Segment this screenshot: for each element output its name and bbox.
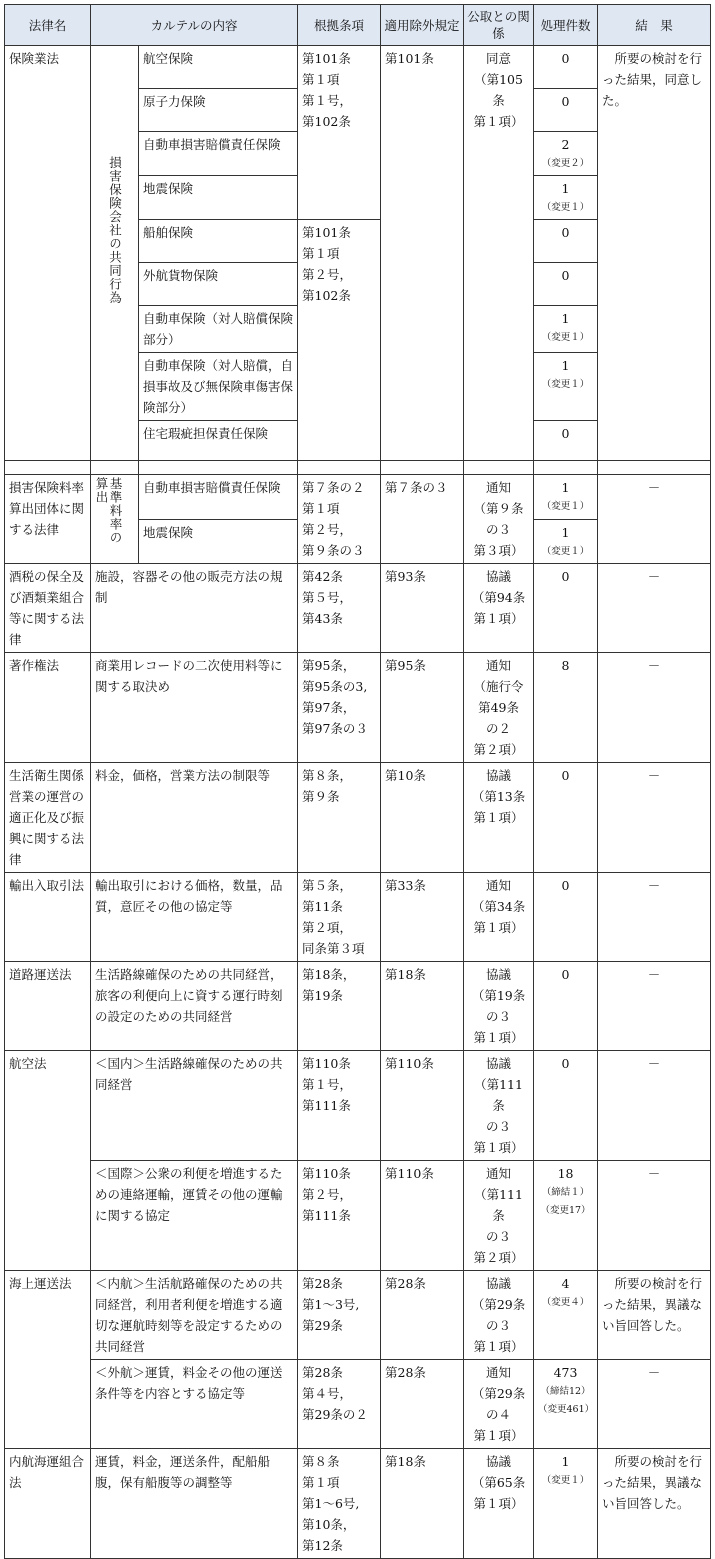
basis-cell: 第18条， 第19条 (298, 962, 381, 1051)
content-cell: 運賃，料金，運送条件，配船船腹，保有船腹等の調整等 (91, 1449, 298, 1559)
result-cell: － (598, 873, 711, 962)
content-cell: ＜国際＞公衆の利便を増進するための連絡運輸，運賃その他の運輸に関する協定 (91, 1161, 298, 1271)
result-cell: － (598, 653, 711, 763)
count-cell: 0 (534, 89, 598, 132)
count-cell: 1 （変更１） (534, 519, 598, 564)
relation-cell: 通知 （施行令 第49条 の２ 第２項） (464, 653, 534, 763)
law-name: 輸出入取引法 (5, 873, 91, 962)
content-cell: 輸出取引における価格，数量，品質，意匠その他の協定等 (91, 873, 298, 962)
law-name: 内航海運組合法 (5, 1449, 91, 1559)
table-row (5, 763, 711, 873)
header-row (5, 5, 711, 46)
law-name: 生活衛生関係営業の運営の適正化及び振興に関する法律 (5, 763, 91, 873)
exempt-cell: 第93条 (381, 564, 464, 653)
table-row (5, 1449, 711, 1559)
relation-cell: 通知 （第９条 の３ 第３項） (464, 475, 534, 564)
item-name: 地震保険 (139, 176, 298, 220)
relation-cell: 同意 （第105条 第１項） (464, 46, 534, 461)
content-cell: 商業用レコードの二次使用料等に関する取決め (91, 653, 298, 763)
count-cell: 0 (534, 46, 598, 89)
cartel-table (4, 4, 711, 1559)
group-label: 算出基準料率の (91, 475, 139, 564)
relation-cell: 協議 （第13条 第１項） (464, 763, 534, 873)
basis-cell: 第28条 第1～3号, 第29条 (298, 1271, 381, 1360)
content-cell: ＜外航＞運賃，料金その他の運送条件等を内容とする協定等 (91, 1360, 298, 1449)
item-name: 住宅瑕疵担保責任保険 (139, 421, 298, 461)
basis-cell: 第８条， 第９条 (298, 763, 381, 873)
table-row (5, 564, 711, 653)
basis-cell: 第28条 第４号， 第29条の２ (298, 1360, 381, 1449)
content-cell: ＜内航＞生活航路確保のための共同経営，利用者利便を増進する適切な運航時刻等を設定するための共同経営 (91, 1271, 298, 1360)
law-name: 海上運送法 (5, 1271, 91, 1449)
count-cell: 0 (534, 421, 598, 461)
law-name: 酒税の保全及び酒類業組合等に関する法律 (5, 564, 91, 653)
table-row (5, 653, 711, 763)
count-cell: 0 (534, 220, 598, 263)
table-row (5, 46, 711, 89)
table-row (5, 1360, 711, 1449)
exempt-cell: 第18条 (381, 962, 464, 1051)
exempt-cell: 第95条 (381, 653, 464, 763)
result-cell: － (598, 1360, 711, 1449)
relation-cell: 協議 （第19条 の３ 第１項） (464, 962, 534, 1051)
basis-cell: 第110条 第２号， 第111条 (298, 1161, 381, 1271)
result-cell: － (598, 475, 711, 564)
count-cell: 1 （変更１） (534, 306, 598, 353)
item-name: 自動車保険（対人賠償保険部分） (139, 306, 298, 353)
result-cell: 所要の検討を行った結果，異議ない旨回答した。 (598, 1449, 711, 1559)
law-name: 損害保険料率算出団体に関する法律 (5, 475, 91, 564)
exempt-cell: 第110条 (381, 1161, 464, 1271)
result-cell: 所要の検討を行った結果，同意した。 (598, 46, 711, 461)
item-name: 自動車損害賠償責任保険 (139, 475, 298, 520)
content-cell: 料金，価格，営業方法の制限等 (91, 763, 298, 873)
basis-cell: 第101条 第１項 第１号， 第102条 (298, 46, 381, 220)
basis-cell: 第５条， 第11条 第２項， 同条第３項 (298, 873, 381, 962)
result-cell: 所要の検討を行った結果，異議ない旨回答した。 (598, 1271, 711, 1360)
count-cell: 0 (534, 962, 598, 1051)
header-content: カルテルの内容 (91, 5, 298, 46)
relation-cell: 通知 （第111条 の３ 第２項） (464, 1161, 534, 1271)
header-count: 処理件数 (534, 5, 598, 46)
count-cell: 8 (534, 653, 598, 763)
relation-cell: 協議 （第65条 第１項） (464, 1449, 534, 1559)
law-name: 著作権法 (5, 653, 91, 763)
result-cell: － (598, 564, 711, 653)
law-name: 道路運送法 (5, 962, 91, 1051)
relation-cell: 協議 （第111条 の３ 第１項） (464, 1051, 534, 1161)
table-row (5, 475, 711, 520)
relation-cell: 通知 （第29条 の４ 第１項） (464, 1360, 534, 1449)
count-cell: 0 (534, 263, 598, 306)
result-cell: － (598, 962, 711, 1051)
law-name: 航空法 (5, 1051, 91, 1271)
count-cell: 0 (534, 873, 598, 962)
table-row (5, 1161, 711, 1271)
header-exempt: 適用除外規定 (381, 5, 464, 46)
item-name: 航空保険 (139, 46, 298, 89)
content-cell: 施設，容器その他の販売方法の規制 (91, 564, 298, 653)
count-cell: 1 （変更１） (534, 475, 598, 520)
result-cell: － (598, 1051, 711, 1161)
count-cell: 18 （締結１） （変更17） (534, 1161, 598, 1271)
count-cell: 0 (534, 564, 598, 653)
result-cell: － (598, 763, 711, 873)
relation-cell: 通知 （第34条 第１項） (464, 873, 534, 962)
basis-cell: 第101条 第１項 第２号， 第102条 (298, 220, 381, 461)
exempt-cell: 第７条の３ (381, 475, 464, 564)
exempt-cell: 第110条 (381, 1051, 464, 1161)
spacer-row (5, 461, 711, 475)
exempt-cell: 第18条 (381, 1449, 464, 1559)
relation-cell: 協議 （第29条 の３ 第１項） (464, 1271, 534, 1360)
count-cell: 4 （変更４） (534, 1271, 598, 1360)
result-cell: － (598, 1161, 711, 1271)
exempt-cell: 第28条 (381, 1360, 464, 1449)
count-cell: 0 (534, 763, 598, 873)
basis-cell: 第42条 第５号， 第43条 (298, 564, 381, 653)
header-basis: 根拠条項 (298, 5, 381, 46)
count-cell: 1 （変更１） (534, 353, 598, 421)
exempt-cell: 第101条 (381, 46, 464, 461)
basis-cell: 第７条の２ 第１項 第２号， 第９条の３ (298, 475, 381, 564)
item-name: 外航貨物保険 (139, 263, 298, 306)
count-cell: 1 （変更１） (534, 176, 598, 220)
content-cell: ＜国内＞生活路線確保のための共同経営 (91, 1051, 298, 1161)
exempt-cell: 第28条 (381, 1271, 464, 1360)
content-cell: 生活路線確保のための共同経営，旅客の利便向上に資する運行時刻の設定のための共同経営 (91, 962, 298, 1051)
header-result: 結 果 (598, 5, 711, 46)
count-cell: 0 (534, 1051, 598, 1161)
table-row (5, 962, 711, 1051)
basis-cell: 第８条 第１項 第1～6号, 第10条， 第12条 (298, 1449, 381, 1559)
table-row (5, 1051, 711, 1161)
count-cell: 473 （締結12） （変更461） (534, 1360, 598, 1449)
item-name: 地震保険 (139, 519, 298, 564)
item-name: 自動車保険（対人賠償，自損事故及び無保険車傷害保険部分） (139, 353, 298, 421)
table-row (5, 873, 711, 962)
header-relation: 公取との関係 (464, 5, 534, 46)
law-name: 保険業法 (5, 46, 91, 461)
count-cell: 2 （変更２） (534, 132, 598, 176)
basis-cell: 第95条， 第95条の3, 第97条， 第97条の３ (298, 653, 381, 763)
basis-cell: 第110条 第１号， 第111条 (298, 1051, 381, 1161)
item-name: 船舶保険 (139, 220, 298, 263)
item-name: 自動車損害賠償責任保険 (139, 132, 298, 176)
header-law: 法律名 (5, 5, 91, 46)
exempt-cell: 第33条 (381, 873, 464, 962)
item-name: 原子力保険 (139, 89, 298, 132)
relation-cell: 協議 （第94条 第１項） (464, 564, 534, 653)
exempt-cell: 第10条 (381, 763, 464, 873)
group-label: 損害保険会社の共同行為 (91, 46, 139, 461)
table-row (5, 1271, 711, 1360)
count-cell: 1 （変更１） (534, 1449, 598, 1559)
